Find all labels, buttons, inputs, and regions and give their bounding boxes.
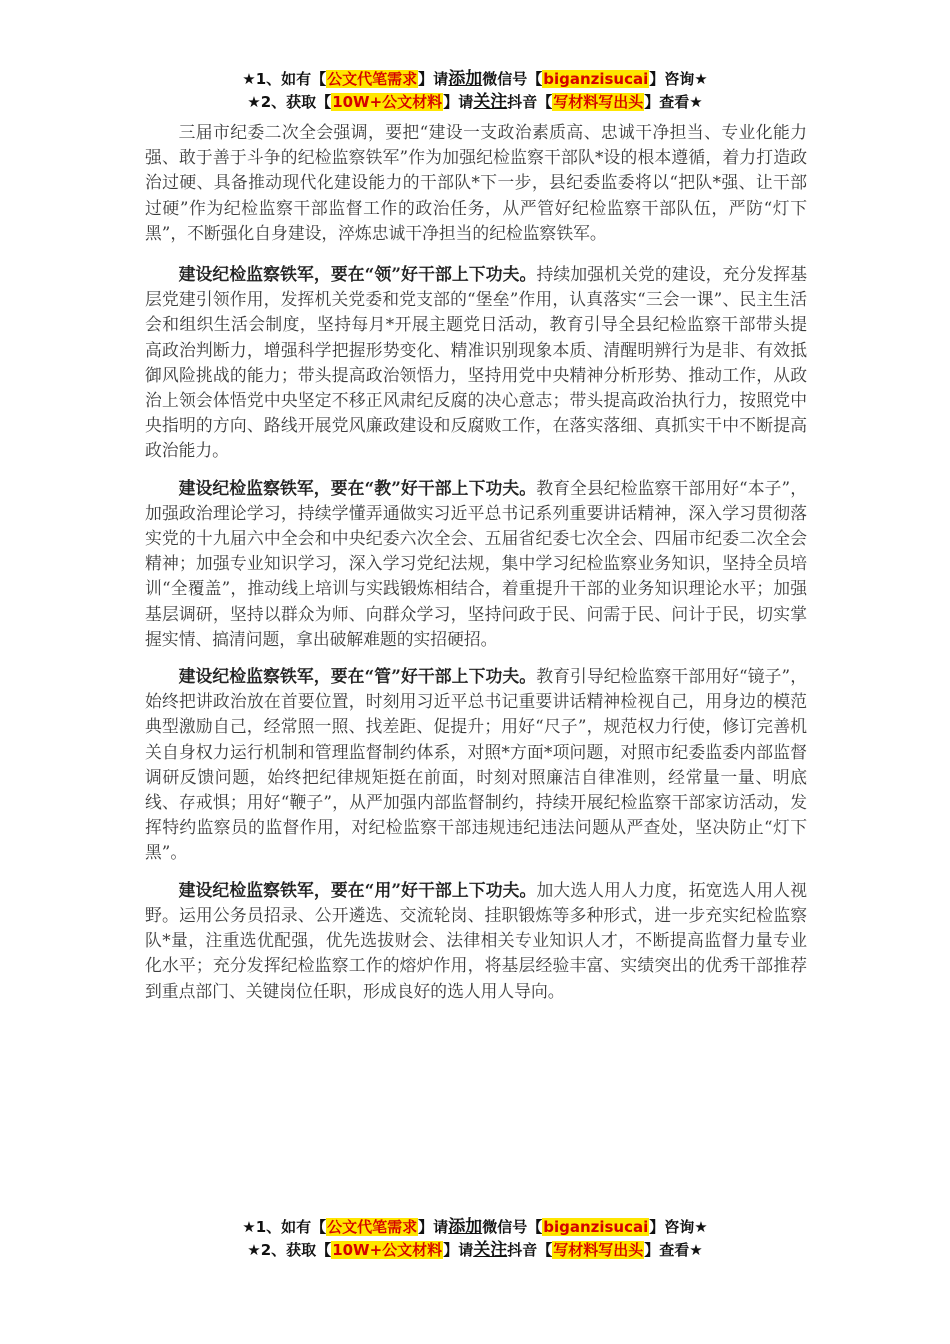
banner-text: ★2、获取【 [247, 1241, 332, 1259]
top-banner-line-1 [0, 68, 950, 91]
highlight-wechat-id: biganzisucai [543, 70, 649, 88]
banner-text: 】请 [418, 1218, 449, 1236]
banner-text: 】咨询★ [649, 1218, 708, 1236]
banner-text: ★1、如有【 [242, 1218, 327, 1236]
paragraph-heading: 建设纪检监察铁军，要在“教”好干部上下功夫。 [178, 477, 537, 498]
highlight-douyin-account: 写材料写出头 [553, 93, 644, 111]
highlight-douyin-account: 写材料写出头 [553, 1241, 644, 1259]
document-body [145, 120, 807, 1016]
paragraph-text: 持续加强机关党的建设，充分发挥基层党建引领作用，发挥机关党委和党支部的“堡垒”作用，认真落实“三会一课”、民主生活会和组织生活会制度，坚持每月*开展主题党日活动，教育引导全县纪检监察干部带头提高政治判断力，增强科学把握形势变化、精准识别现象本质、清醒明辨行为是非、有效抵御风险挑战的能力；带头提高政治领悟力，坚持用党中央精神分析形势、推动工作，从政治上领会体悟党中央坚定不移正风肃纪反腐的决心意志；带头提高政治执行力，按照党中央指明的方向、路线开展党风廉政建设和反腐败工作，在落实落细、真抓实干中不断提高政治能力。 [145, 264, 807, 461]
highlight-ghostwriting: 公文代笔需求 [327, 70, 418, 88]
banner-text: 微信号【 [482, 70, 543, 88]
paragraph-teach [145, 476, 807, 652]
paragraph-lead [145, 262, 807, 464]
bottom-banner [0, 1216, 950, 1262]
banner-text: 】查看★ [644, 93, 703, 111]
highlight-ghostwriting: 公文代笔需求 [327, 1218, 418, 1236]
banner-text: 】请 [443, 1241, 474, 1259]
banner-text: 】咨询★ [649, 70, 708, 88]
paragraph-intro [145, 120, 807, 246]
banner-add-text: 添加 [448, 69, 483, 89]
banner-text: 】请 [443, 93, 474, 111]
highlight-materials: 10W+公文材料 [332, 93, 443, 111]
highlight-wechat-id: biganzisucai [543, 1218, 649, 1236]
banner-add-text: 添加 [448, 1217, 483, 1237]
paragraph-text: 教育引导纪检监察干部用好“镜子”，始终把讲政治放在首要位置，时刻用习近平总书记重要讲话精神检视自己，用身边的模范典型激励自己，经常照一照、找差距、促提升；用好“尺子”，规范权力行使，修订完善机关自身权力运行机制和管理监督制约体系，对照*方面*项问题，对照市纪委监委内部监督调研反馈问题，始终把纪律规矩挺在前面，时刻对照廉洁自律准则，经常量一量、明底线、存戒惧；用好“鞭子”，从严加强内部监督制约，持续开展纪检监察干部家访活动，发挥特约监察员的监督作用，对纪检监察干部违规违纪违法问题从严查处，坚决防止“灯下黑”。 [145, 666, 807, 863]
bottom-banner-line-1 [0, 1216, 950, 1239]
banner-text: 抖音【 [507, 1241, 553, 1259]
banner-follow-text: 关注 [473, 1240, 508, 1260]
bottom-banner-line-2 [0, 1239, 950, 1262]
banner-text: ★2、获取【 [247, 93, 332, 111]
paragraph-text: 教育全县纪检监察干部用好“本子”，加强政治理论学习，持续学懂弄通做实习近平总书记系列重要讲话精神，深入学习贯彻落实党的十九届六中全会和中央纪委六次全会、五届省纪委七次全会、四届市纪委二次全会精神；加强专业知识学习，深入学习党纪法规，集中学习纪检监察业务知识，坚持全员培训“全覆盖”，推动线上培训与实践锻炼相结合，着重提升干部的业务知识理论水平；加强基层调研，坚持以群众为师、向群众学习，坚持问政于民、问需于民、问计于民，切实掌握实情、搞清问题，拿出破解难题的实招硬招。 [145, 477, 807, 649]
paragraph-manage [145, 664, 807, 866]
paragraph-text: 加大选人用人力度，拓宽选人用人视野。运用公务员招录、公开遴选、交流轮岗、挂职锻炼等多种形式，进一步充实纪检监察队*量，注重选优配强，优先选拔财会、法律相关专业知识人才，不断提高监督力量专业化水平；充分发挥纪检监察工作的熔炉作用，将基层经验丰富、实绩突出的优秀干部推荐到重点部门、关键岗位任职，形成良好的选人用人导向。 [145, 879, 807, 1001]
paragraph-heading: 建设纪检监察铁军，要在“领”好干部上下功夫。 [178, 264, 537, 285]
banner-text: 】请 [418, 70, 449, 88]
banner-text: 抖音【 [507, 93, 553, 111]
banner-text: 】查看★ [644, 1241, 703, 1259]
banner-text: ★1、如有【 [242, 70, 327, 88]
paragraph-heading: 建设纪检监察铁军，要在“管”好干部上下功夫。 [178, 666, 537, 687]
banner-follow-text: 关注 [473, 92, 508, 112]
paragraph-employ [145, 878, 807, 1004]
highlight-materials: 10W+公文材料 [332, 1241, 443, 1259]
paragraph-text: 三届市纪委二次全会强调，要把“建设一支政治素质高、忠诚干净担当、专业化能力强、敢于善于斗争的纪检监察铁军”作为加强纪检监察干部队*设的根本遵循，着力打造政治过硬、具备推动现代化建设能力的干部队*下一步，县纪委监委将以“把队*强、让干部过硬”作为纪检监察干部监督工作的政治任务，从严管好纪检监察干部队伍，严防“灯下黑”，不断强化自身建设，淬炼忠诚干净担当的纪检监察铁军。 [145, 122, 807, 243]
paragraph-heading: 建设纪检监察铁军，要在“用”好干部上下功夫。 [178, 879, 537, 900]
top-banner-line-2 [0, 91, 950, 114]
top-banner [0, 68, 950, 114]
banner-text: 微信号【 [482, 1218, 543, 1236]
